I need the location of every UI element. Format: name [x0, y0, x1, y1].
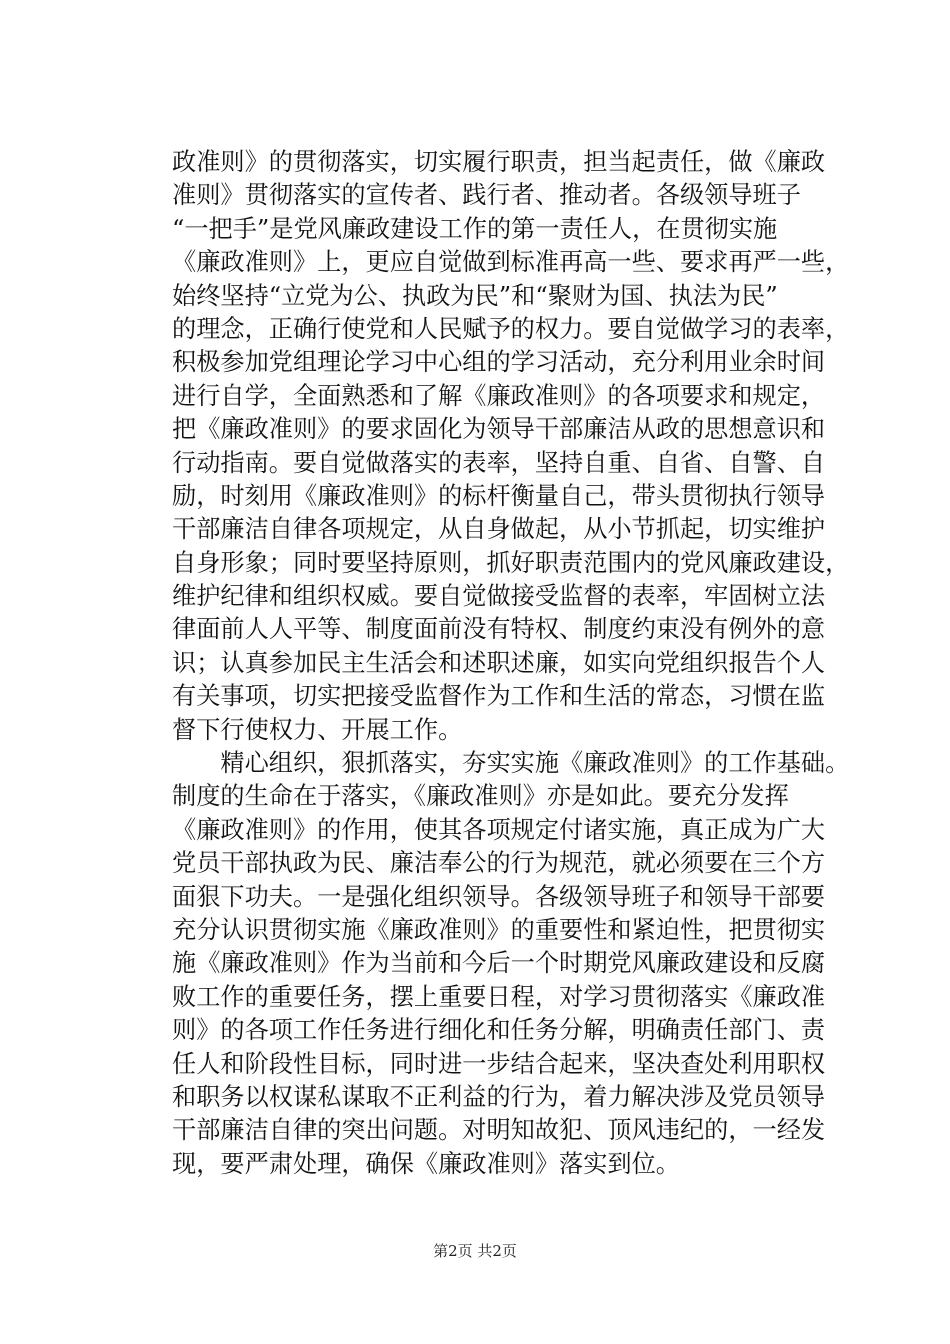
- text-line: 进行自学，全面熟悉和了解《廉政准则》的各项要求和规定，: [172, 381, 826, 410]
- text-line: 和职务以权谋私谋取不正利益的行为，着力解决涉及党员领导: [172, 1082, 826, 1111]
- text-line: 始终坚持“立党为公、执政为民”和“聚财为国、执法为民”: [172, 281, 778, 310]
- text-line: 自身形象；同时要坚持原则，抓好职责范围内的党风廉政建设，: [172, 548, 850, 577]
- document-body: [172, 146, 850, 1181]
- text-line: 有关事项，切实把接受监督作为工作和生活的常态，习惯在监: [172, 682, 826, 711]
- text-line: 励，时刻用《廉政准则》的标杆衡量自己，带头贯彻执行领导: [172, 481, 826, 510]
- text-line: 充分认识贯彻实施《廉政准则》的重要性和紧迫性，把贯彻实: [172, 915, 826, 944]
- text-line: 制度的生命在于落实，《廉政准则》亦是如此。要充分发挥: [172, 782, 789, 811]
- text-line: 律面前人人平等、制度面前没有特权、制度约束没有例外的意: [172, 615, 826, 644]
- text-line: 把《廉政准则》的要求固化为领导干部廉洁从政的思想意识和: [172, 415, 826, 444]
- text-line: 干部廉洁自律各项规定，从自身做起，从小节抓起，切实维护: [172, 515, 826, 544]
- text-line: 的理念，正确行使党和人民赋予的权力。要自觉做学习的表率，: [172, 314, 850, 343]
- text-line: 《廉政准则》的作用，使其各项规定付诸实施，真正成为广大: [172, 815, 826, 844]
- text-line: 积极参加党组理论学习中心组的学习活动，充分利用业余时间: [172, 348, 826, 377]
- paragraph-start-line: 精心组织，狠抓落实，夯实实施《廉政准则》的工作基础。: [172, 749, 850, 778]
- text-line: 任人和阶段性目标，同时进一步结合起来，坚决查处利用职权: [172, 1049, 826, 1078]
- text-line: 《廉政准则》上，更应自觉做到标准再高一些、要求再严一些，: [172, 248, 850, 277]
- text-line: 识；认真参加民主生活会和述职述廉，如实向党组织报告个人: [172, 648, 826, 677]
- page-number-footer: 第2页 共2页: [433, 1242, 517, 1260]
- text-line: 督下行使权力、开展工作。: [172, 715, 463, 744]
- text-line: 党员干部执政为民、廉洁奉公的行为规范，就必须要在三个方: [172, 849, 826, 878]
- text-line: “一把手”是党风廉政建设工作的第一责任人，在贯彻实施: [172, 214, 778, 243]
- text-line: 现，要严肃处理，确保《廉政准则》落实到位。: [172, 1149, 680, 1178]
- text-line: 面狠下功夫。一是强化组织领导。各级领导班子和领导干部要: [172, 882, 826, 911]
- text-line: 准则》贯彻落实的宣传者、践行者、推动者。各级领导班子: [172, 181, 801, 210]
- text-line: 则》的各项工作任务进行细化和任务分解，明确责任部门、责: [172, 1016, 826, 1045]
- text-line: 政准则》的贯彻落实，切实履行职责，担当起责任，做《廉政: [172, 148, 826, 176]
- text-line: 行动指南。要自觉做落实的表率，坚持自重、自省、自警、自: [172, 448, 826, 477]
- text-line: 干部廉洁自律的突出问题。对明知故犯、顶风违纪的，一经发: [172, 1116, 826, 1145]
- text-line: 施《廉政准则》作为当前和今后一个时期党风廉政建设和反腐: [172, 949, 826, 978]
- text-line: 维护纪律和组织权威。要自觉做接受监督的表率，牢固树立法: [172, 582, 826, 611]
- text-line: 败工作的重要任务，摆上重要日程，对学习贯彻落实《廉政准: [172, 982, 826, 1011]
